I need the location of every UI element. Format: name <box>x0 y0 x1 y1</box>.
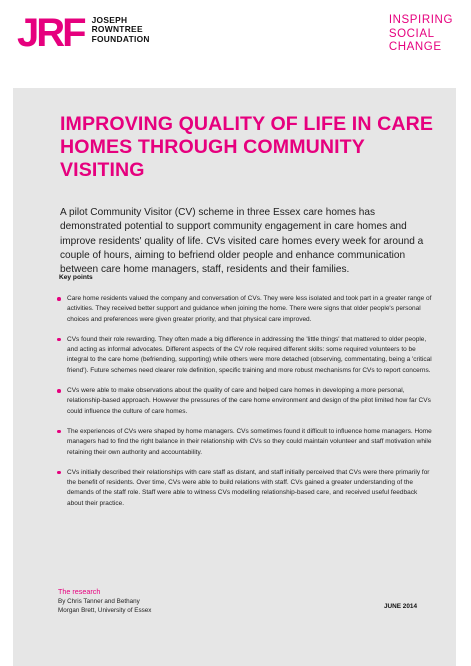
key-point-item <box>57 294 435 325</box>
key-points-list <box>57 294 435 519</box>
key-point-item <box>57 427 435 458</box>
content-panel <box>13 88 456 666</box>
logo-mark: JRF <box>17 11 84 55</box>
logo-wordmark <box>92 16 150 44</box>
authors-line-2: Morgan Brett, University of Essex <box>58 606 152 614</box>
bullet-icon <box>57 430 61 434</box>
publication-date: JUNE 2014 <box>383 603 417 610</box>
intro-paragraph: A pilot Community Visitor (CV) scheme in three Essex care homes has demonstrated potential to support community engagement in care homes and improve residents' quality of life. CVs visited care homes every week for around a couple of hours, aiming to befriend older people and enhance communication between care home managers, staff, residents and their families. <box>60 207 424 276</box>
tagline-line-1: INSPIRING <box>388 14 453 26</box>
key-point-text: CVs initially described their relationships with care staff as distant, and staff initially perceived that CVs were there primarily for the benefit of residents. Over time, CVs were able to build relations with staff. CVs gained a greater understanding of the demands of the staff role. Staff were able to witness CVs modelling relationship-based care, and received useful feedback about their practice. <box>67 468 430 507</box>
tagline-line-2: SOCIAL <box>388 27 435 40</box>
bullet-icon <box>57 389 61 393</box>
page-title: IMPROVING QUALITY OF LIFE IN CARE HOMES THROUGH COMMUNITY VISITING <box>60 113 434 181</box>
bullet-icon <box>57 471 61 475</box>
research-label: The research <box>58 587 101 596</box>
authors <box>58 598 151 615</box>
logo-line-1: JOSEPH <box>91 15 128 25</box>
key-point-item <box>57 386 435 417</box>
logo-line-2: ROWNTREE <box>91 24 143 35</box>
key-point-item <box>57 335 435 376</box>
jrf-logo[interactable] <box>17 13 150 53</box>
key-point-text: Care home residents valued the company and conversation of CVs. They were less isolated and took part in a greater range of activities. They received better support and guidance when joining the home. There were signs that older people's personal choices and preferences were given greater priority, and that physical care improved. <box>67 295 432 323</box>
key-points-heading: Key points <box>59 274 93 281</box>
authors-line-1: By Chris Tanner and Bethany <box>58 598 140 605</box>
tagline <box>389 14 453 55</box>
tagline-line-3: CHANGE <box>388 41 442 53</box>
key-point-item <box>57 468 435 509</box>
key-point-text: CVs found their role rewarding. They often made a big difference in addressing the 'little things' that mattered to older people, and acting as informal advocates. Different aspects of the CV role required different skills: some required volunteers to be integral to the care home (befriending, supporting) while others were more detached (observing, commentating, being a 'critical friend'). Future schemes need clearer role definition, specific training and more robust mechanisms for CVs to report concerns. <box>67 335 432 374</box>
key-point-text: CVs were able to make observations about the quality of care and helped care homes in developing a more personal, relationship-based approach. However the pressures of the care home environment and design of the pilot limited how far CVs could influence the culture of care homes. <box>67 387 431 415</box>
bullet-icon <box>57 297 61 301</box>
bullet-icon <box>57 338 61 342</box>
header <box>0 0 471 88</box>
key-point-text: The experiences of CVs were shaped by home managers. CVs sometimes found it difficult to influence home managers. Home managers had to find the right balance in their relationship with CVs so they could maintain volunteer and staff motivation while retaining their own authority and accountability. <box>67 427 432 456</box>
logo-line-3: FOUNDATION <box>91 33 150 44</box>
